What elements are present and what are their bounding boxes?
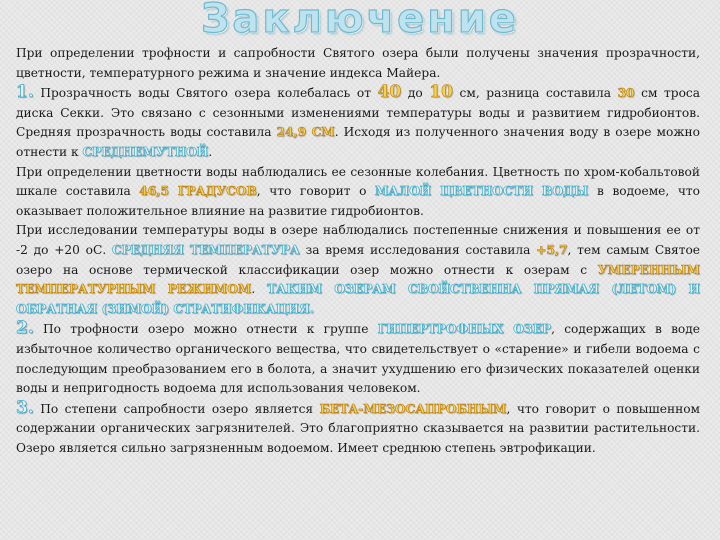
color-degrees: 46,5 ГРАДУСОВ [139,184,257,199]
section-1-paragraph [16,83,700,162]
section-2-paragraph [16,319,700,398]
temperature-regime: УМЕРЕННЫМ ТЕМПЕРАТУРНЫМ РЕЖИМОМ [16,262,700,297]
text-run: , что говорит о повышенном содержании органических загрязнителей. Это благоприятно сказывается на развитии растительности. Озеро является сильно загрязненным водоемом. Имеет среднюю степень эвтрофикации. [16,401,701,455]
stratification-note: ТАКИМ ОЗЕРАМ СВОЙСТВЕННА ПРЯМАЯ (ЛЕТОМ) И ОБРАТНАЯ (ЗИМОЙ) СТРАТИФИКАЦИЯ. [16,282,701,316]
text-run: . Исходя из полученного значения воду в озере можно отнести к [16,125,701,159]
section-1-number: 1. [16,82,34,103]
transparency-max: 10 [429,82,453,103]
transparency-avg: 24,9 СМ [276,125,335,140]
text-run: в водоеме, что оказывает положительное влияние на развитие гидробионтов. [16,184,700,218]
low-color-label: МАЛОЙ ЦВЕТНОСТИ ВОДЫ [375,184,589,199]
text-run: см троса диска Секки. Это связано с сезонными изменениями температуры воды и развитием гидробионтов. Средняя прозрачность воды составила [16,86,701,140]
transparency-min: 40 [377,82,402,103]
text-run: Прозрачность воды Святого озера колебалась от [33,86,378,101]
text-run: . [208,144,213,159]
text-run: , содержащих в воде избыточное количество органического вещества, что свидетельствует о «старение» и гибели водоема с последующим преобразованием его в болота, а значит ухудшению его физических показателей оценки воды и непригодность водоема для использования человеком. [16,322,700,396]
avg-temperature-label: СРЕДНЯЯ ТЕМПЕРАТУРА [111,242,300,257]
text-run: см, разница составила [452,86,618,101]
section-2-number: 2. [16,318,34,339]
text-run: , тем самым Святое озеро на основе термической классификации озер можно отнести к озерам с [16,242,700,277]
section-3-paragraph [16,399,700,459]
text-run: По степени сапробности озеро является [33,401,320,416]
color-paragraph [16,163,700,222]
conclusion-text [16,44,700,458]
avg-temperature-value: +5,7 [536,242,568,257]
text-run: При определении цветности воды наблюдались ее сезонные колебания. Цветность по хром-кобальтовой шкале составила [16,164,700,199]
page-title: Заключение [200,0,520,42]
text-run: По трофности озеро можно отнести к группе [33,322,378,337]
text-run: за время исследования составила [299,242,537,257]
text-run: . [251,282,268,297]
text-run: При исследовании температуры воды в озере наблюдались постепенные снижения и повышения ее от -2 до +20 оС. [16,223,700,257]
temperature-paragraph [16,221,700,319]
section-3-number: 3. [16,397,34,418]
turbidity-class: СРЕДНЕМУТНОЙ [82,144,209,159]
saprobity-class: БЕТА-МЕЗОСАПРОБНЫМ [319,401,507,416]
text-run: до [401,86,430,101]
transparency-diff: 30 [617,86,635,101]
text-run: , что говорит о [256,184,375,199]
intro-paragraph: При определении трофности и сапробности Святого озера были получены значения прозрачности, цветности, температурного режима и значение индекса Майера. [16,46,700,80]
trophic-group: ГИПЕРТРОФНЫХ ОЗЕР [377,322,552,337]
